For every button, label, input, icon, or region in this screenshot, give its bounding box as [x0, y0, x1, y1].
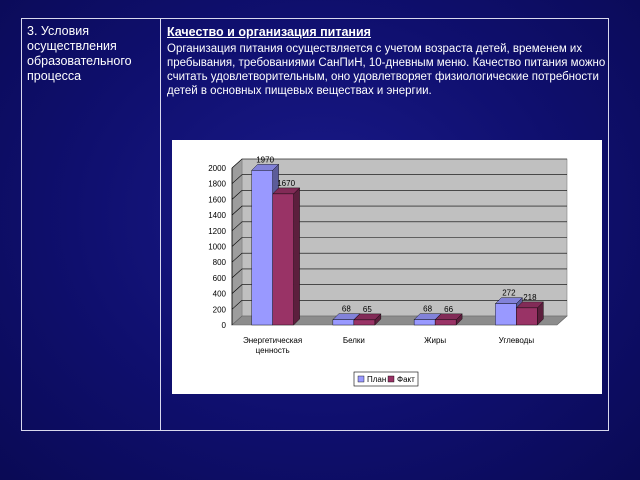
data-label: 68	[423, 304, 433, 314]
bar	[414, 320, 435, 325]
nutrition-chart	[172, 140, 602, 394]
x-tick-label: Белки	[342, 336, 365, 345]
data-label: 68	[341, 304, 351, 314]
legend-swatch	[388, 376, 394, 382]
bar	[333, 320, 354, 325]
section-label: 3. Условия осуществления образовательного процесса	[27, 24, 132, 83]
x-tick-label: Жиры	[424, 336, 447, 345]
y-tick-label: 1000	[208, 242, 226, 252]
data-label: 1970	[256, 155, 275, 165]
x-tick-label: Энергетическая	[243, 336, 303, 345]
bar	[516, 308, 537, 325]
bar	[354, 320, 375, 325]
x-tick-label: Углеводы	[498, 336, 535, 345]
data-label: 65	[362, 304, 372, 314]
data-label: 66	[444, 304, 454, 314]
data-label: 1670	[277, 178, 296, 188]
bar-side	[294, 188, 300, 325]
legend-swatch	[358, 376, 364, 382]
section-content	[167, 24, 607, 98]
data-label: 218	[523, 292, 537, 302]
data-label: 272	[502, 288, 516, 298]
x-tick-label: ценность	[255, 346, 290, 355]
y-tick-label: 1400	[208, 211, 226, 221]
y-tick-label: 400	[212, 289, 226, 299]
y-tick-label: 0	[221, 321, 226, 330]
legend-label: Факт	[397, 375, 415, 384]
y-tick-label: 800	[212, 258, 226, 268]
section-paragraph: Организация питания осуществляется с учетом возраста детей, временем их пребывания, требованиями СанПиН, 10-дневным меню. Качество питания можно считать удовлетворительным, оно удовлетворяет физиологические потребности детей в основных пищевых веществах и энергии.	[167, 43, 606, 97]
bar	[495, 304, 516, 325]
section-heading: Качество и организация питания	[167, 25, 371, 39]
y-tick-label: 1600	[208, 195, 226, 205]
bar-chart	[172, 140, 602, 394]
y-tick-label: 600	[212, 273, 226, 283]
legend-label: План	[367, 375, 387, 384]
bar	[252, 170, 273, 325]
column-divider	[160, 19, 161, 430]
y-tick-label: 2000	[208, 164, 226, 173]
bar	[435, 320, 456, 325]
bar	[273, 194, 294, 325]
y-tick-label: 1800	[208, 179, 226, 189]
y-tick-label: 200	[212, 305, 226, 315]
y-tick-label: 1200	[208, 226, 226, 236]
